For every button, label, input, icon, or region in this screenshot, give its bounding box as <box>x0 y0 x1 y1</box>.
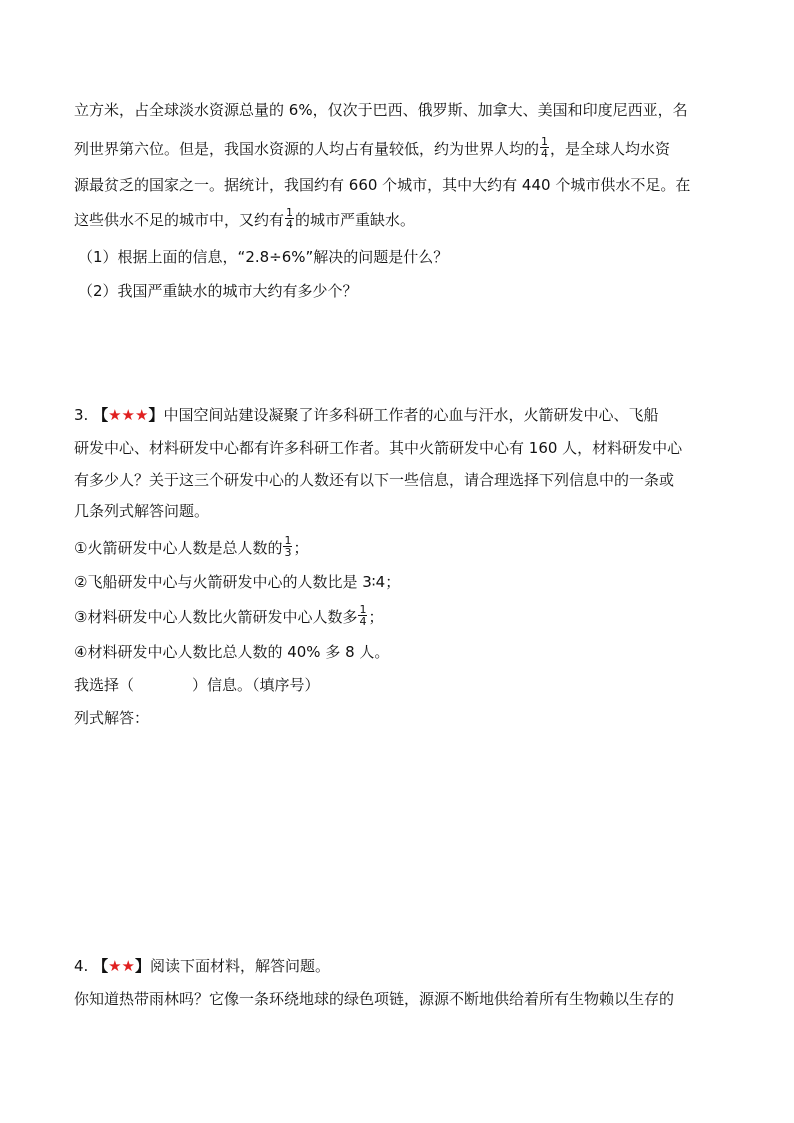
difficulty-bracket-close: 】 <box>148 406 164 424</box>
difficulty-stars: ★★★ <box>108 406 149 424</box>
problem-3-line-1 <box>74 404 658 426</box>
passage-line-4-text-b: 的城市严重缺水。 <box>295 211 416 229</box>
passage-line-4 <box>74 206 416 232</box>
passage-line-4-text-a: 这些供水不足的城市中，又约有 <box>74 211 285 229</box>
fraction-denominator: 4 <box>541 147 549 160</box>
problem-3-line-4: 几条列式解答问题。 <box>74 502 210 520</box>
problem-3-number: 3. <box>74 406 89 424</box>
info-item-1-text: ①火箭研发中心人数是总人数的 <box>74 539 283 557</box>
choice-line <box>74 674 320 696</box>
info-item-2: ②飞船研发中心与火箭研发中心的人数比是 3∶4； <box>74 573 401 591</box>
passage-line-1: 立方米，占全球淡水资源总量的 6%，仅次于巴西、俄罗斯、加拿大、美国和印度尼西亚，名 <box>74 101 688 119</box>
info-item-1 <box>74 534 309 560</box>
fraction-denominator: 4 <box>359 615 367 628</box>
problem-4-text-1: 阅读下面材料，解答问题。 <box>150 957 331 975</box>
fraction-numerator: 1 <box>359 603 367 616</box>
fraction-numerator: 1 <box>284 534 292 547</box>
problem-3-line-2: 研发中心、材料研发中心都有许多科研工作者。其中火箭研发中心有 160 人，材料研发中心 <box>74 439 683 457</box>
choice-suffix: ）信息。（填序号） <box>192 676 320 694</box>
passage-line-2 <box>74 135 671 161</box>
choice-label: 我选择（ <box>74 676 135 694</box>
fraction-one-third <box>283 535 292 558</box>
problem-4-line-1 <box>74 955 330 977</box>
fraction-denominator: 3 <box>284 546 292 559</box>
info-item-4: ④材料研发中心人数比总人数的 40% 多 8 人。 <box>74 643 390 661</box>
info-item-3 <box>74 603 384 629</box>
question-2-2: （2）我国严重缺水的城市大约有多少个？ <box>78 282 358 300</box>
passage-line-2-text-a: 列世界第六位。但是，我国水资源的人均占有量较低，约为世界人均的 <box>74 140 540 158</box>
info-item-3-end: ； <box>368 608 384 626</box>
fraction-denominator: 4 <box>286 218 294 231</box>
fraction-numerator: 1 <box>286 206 294 219</box>
question-2-1: （1）根据上面的信息，“2.8÷6%”解决的问题是什么？ <box>78 248 449 266</box>
fraction-one-quarter <box>540 136 549 159</box>
answer-label: 列式解答： <box>74 709 150 727</box>
difficulty-bracket-open: 【 <box>93 406 109 424</box>
problem-3-text-1: 中国空间站建设凝聚了许多科研工作者的心血与汗水，火箭研发中心、飞船 <box>163 406 659 424</box>
problem-4-line-2: 你知道热带雨林吗？它像一条环绕地球的绿色项链，源源不断地供给着所有生物赖以生存的 <box>74 990 675 1008</box>
fraction-numerator: 1 <box>541 135 549 148</box>
info-item-1-end: ； <box>293 539 309 557</box>
difficulty-bracket-close: 】 <box>135 957 151 975</box>
info-item-3-text: ③材料研发中心人数比火箭研发中心人数多 <box>74 608 358 626</box>
passage-line-3: 源最贫乏的国家之一。据统计，我国约有 660 个城市，其中大约有 440 个城市供水不足。在 <box>74 176 691 194</box>
passage-line-2-text-b: ，是全球人均水资 <box>550 140 671 158</box>
fraction-one-quarter <box>285 207 294 230</box>
problem-4-number: 4. <box>74 957 89 975</box>
problem-3-line-3: 有多少人？关于这三个研发中心的人数还有以下一些信息，请合理选择下列信息中的一条或 <box>74 471 675 489</box>
fraction-one-quarter <box>358 604 367 627</box>
difficulty-stars: ★★ <box>108 957 136 975</box>
difficulty-bracket-open: 【 <box>93 957 109 975</box>
